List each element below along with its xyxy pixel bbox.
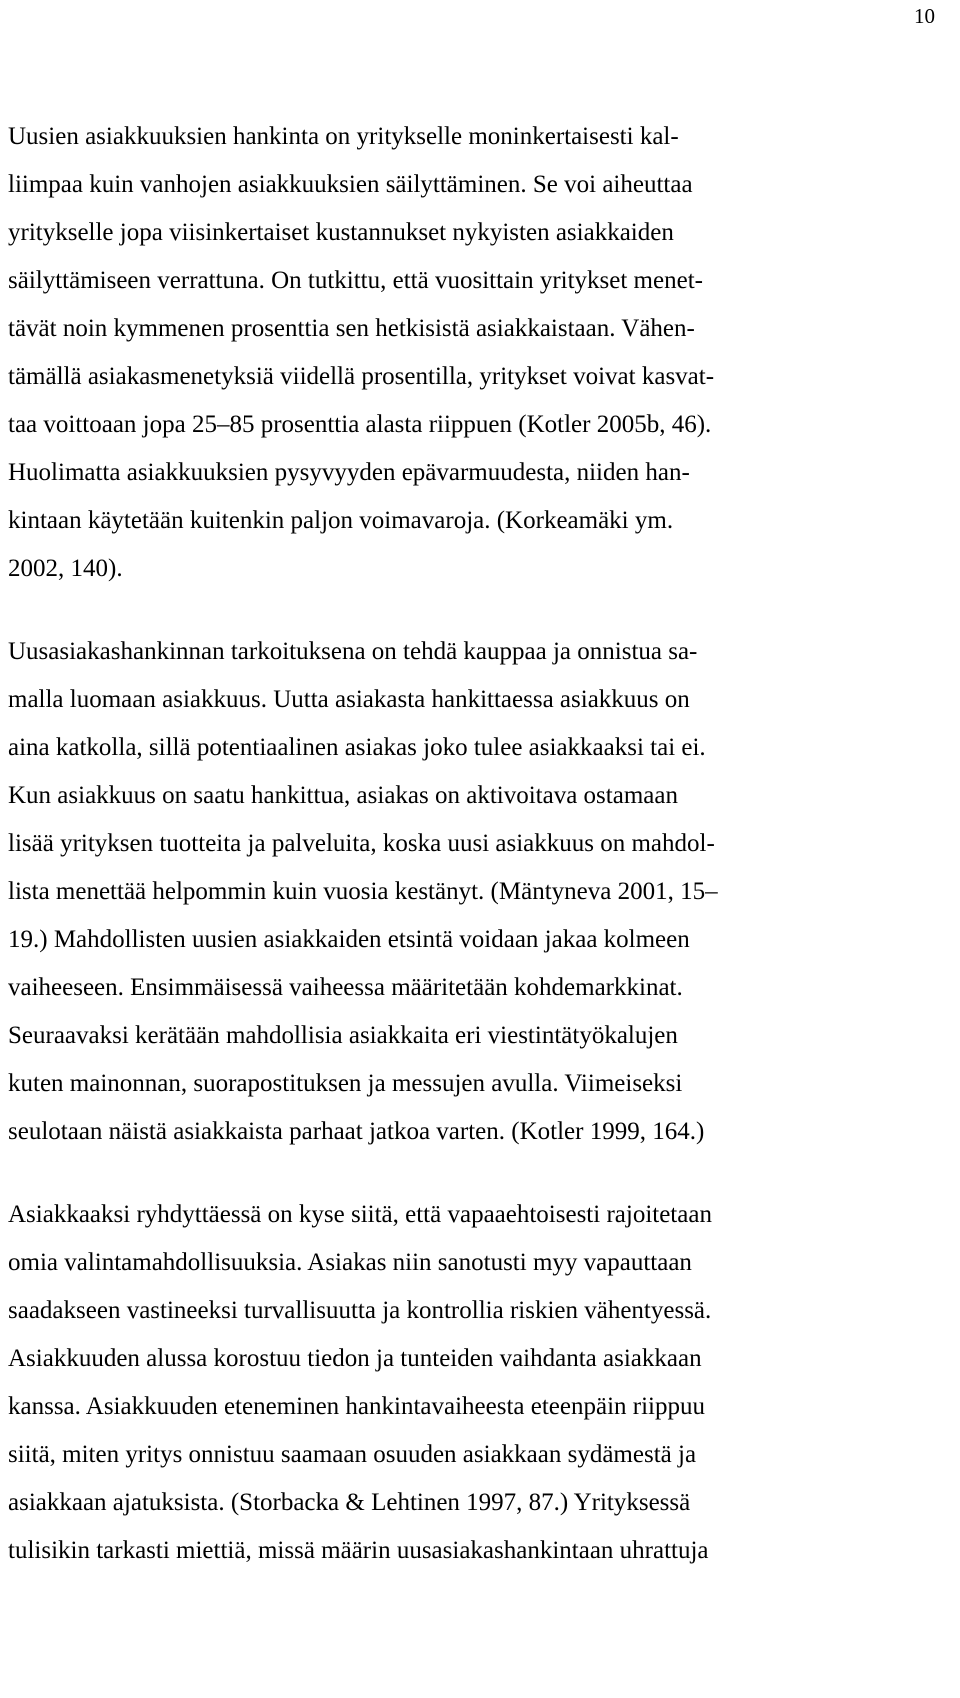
text-line: lista menettää helpommin kuin vuosia kestänyt. (Mäntyneva 2001, 15–: [8, 878, 718, 905]
text-line: Asiakkuuden alussa korostuu tiedon ja tunteiden vaihdanta asiakkaan: [8, 1345, 702, 1372]
text-line: säilyttämiseen verrattuna. On tutkittu, että vuosittain yritykset menet-: [8, 267, 703, 294]
text-line: lisää yrityksen tuotteita ja palveluita, koska uusi asiakkuus on mahdol-: [8, 830, 715, 857]
text-line: siitä, miten yritys onnistuu saamaan osuuden asiakkaan sydämestä ja: [8, 1441, 697, 1468]
text-line: tämällä asiakasmenetyksiä viidellä prosentilla, yritykset voivat kasvat-: [8, 363, 715, 390]
text-line: Asiakkaaksi ryhdyttäessä on kyse siitä, että vapaaehtoisesti rajoitetaan: [8, 1201, 712, 1228]
text-line: malla luomaan asiakkuus. Uutta asiakasta hankittaessa asiakkuus on: [8, 686, 690, 713]
page-number: 10: [914, 4, 935, 28]
text-line: seulotaan näistä asiakkaista parhaat jatkoa varten. (Kotler 1999, 164.): [8, 1118, 705, 1145]
text-line: asiakkaan ajatuksista. (Storbacka & Lehtinen 1997, 87.) Yrityksessä: [8, 1489, 691, 1516]
text-line: kuten mainonnan, suorapostituksen ja messujen avulla. Viimeiseksi: [8, 1070, 683, 1097]
text-line: liimpaa kuin vanhojen asiakkuuksien säilyttäminen. Se voi aiheuttaa: [8, 171, 693, 198]
text-line: omia valintamahdollisuuksia. Asiakas niin sanotusti myy vapauttaan: [8, 1249, 692, 1276]
text-line: Uusien asiakkuuksien hankinta on yritykselle moninkertaisesti kal-: [8, 123, 679, 150]
text-line: saadakseen vastineeksi turvallisuutta ja kontrollia riskien vähentyessä.: [8, 1297, 712, 1324]
text-line: taa voittoaan jopa 25–85 prosenttia alasta riippuen (Kotler 2005b, 46).: [8, 411, 712, 438]
text-line: Kun asiakkuus on saatu hankittua, asiakas on aktivoitava ostamaan: [8, 782, 678, 809]
text-line: aina katkolla, sillä potentiaalinen asiakas joko tulee asiakkaaksi tai ei.: [8, 734, 706, 761]
text-line: tulisikin tarkasti miettiä, missä määrin uusasiakashankintaan uhrattuja: [8, 1537, 709, 1564]
text-line: kanssa. Asiakkuuden eteneminen hankintavaiheesta eteenpäin riippuu: [8, 1393, 705, 1420]
text-line: Seuraavaksi kerätään mahdollisia asiakkaita eri viestintätyökalujen: [8, 1022, 678, 1049]
text-line: Huolimatta asiakkuuksien pysyvyyden epävarmuudesta, niiden han-: [8, 459, 690, 486]
text-line: tävät noin kymmenen prosenttia sen hetkisistä asiakkaistaan. Vähen-: [8, 315, 695, 342]
text-line: kintaan käytetään kuitenkin paljon voimavaroja. (Korkeamäki ym.: [8, 507, 674, 534]
text-line: yritykselle jopa viisinkertaiset kustannukset nykyisten asiakkaiden: [8, 219, 674, 246]
text-line: vaiheeseen. Ensimmäisessä vaiheessa määritetään kohdemarkkinat.: [8, 974, 683, 1001]
text-line: 2002, 140).: [8, 555, 123, 582]
text-line: 19.) Mahdollisten uusien asiakkaiden etsintä voidaan jakaa kolmeen: [8, 926, 690, 953]
text-line: Uusasiakashankinnan tarkoituksena on tehdä kauppaa ja onnistua sa-: [8, 638, 698, 665]
